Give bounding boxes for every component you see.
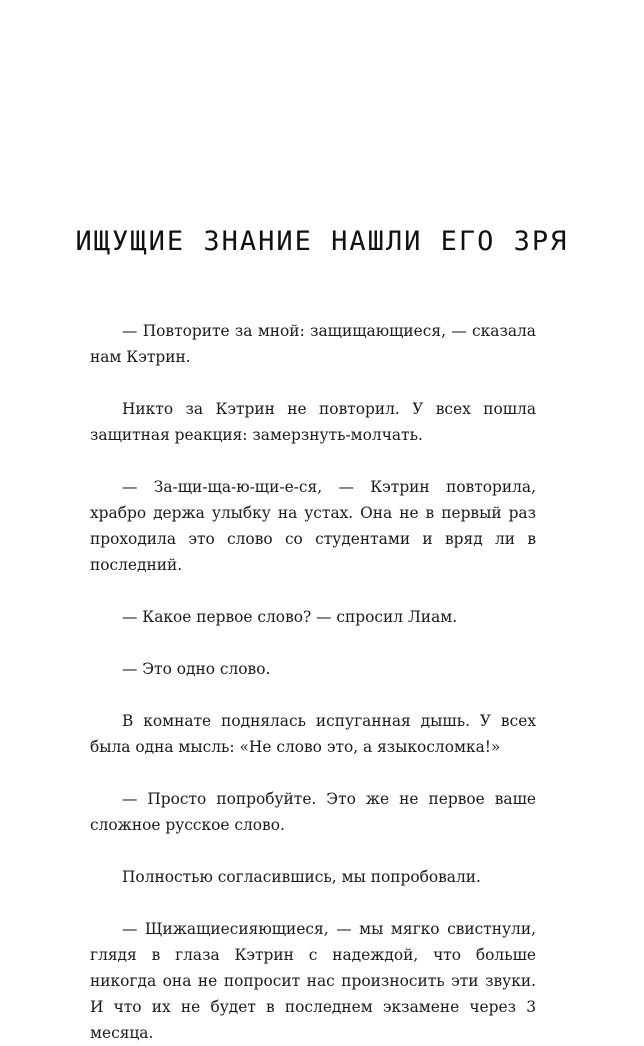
chapter-body — [90, 318, 536, 1046]
paragraph-1: — Повторите за мной: защищающиеся, — сказала нам Кэтрин. — [90, 322, 536, 366]
paragraph-2: Никто за Кэтрин не повторил. У всех пошла защитная реакция: замерзнуть-молчать. — [90, 400, 536, 444]
paragraph-4: — Какое первое слово? — спросил Лиам. — [122, 608, 458, 626]
paragraph-3: — За-щи-ща-ю-щи-е-ся, — Кэтрин повторила, храбро держа улыбку на устах. Она не в первый раз проходила это слово со студентами и вряд ли в последний. — [90, 478, 536, 574]
paragraph-8: Полностью согласившись, мы попробовали. — [122, 868, 481, 886]
paragraph-6: В комнате поднялась испуганная дышь. У всех была одна мысль: «Не слово это, а языкосломка!» — [90, 712, 536, 756]
chapter-title: ИЩУЩИЕ ЗНАНИЕ НАШЛИ ЕГО ЗРЯ — [75, 226, 569, 257]
paragraph-5: — Это одно слово. — [122, 660, 271, 678]
paragraph-7: — Просто попробуйте. Это же не первое ваше сложное русское слово. — [90, 790, 536, 834]
paragraph-9: — Щижащиесияющиеся, — мы мягко свистнули, глядя в глаза Кэтрин с надеждой, что больше никогда она не попросит нас произносить эти звуки. И что их не будет в последнем экзамене через 3 месяца. — [90, 920, 536, 1042]
